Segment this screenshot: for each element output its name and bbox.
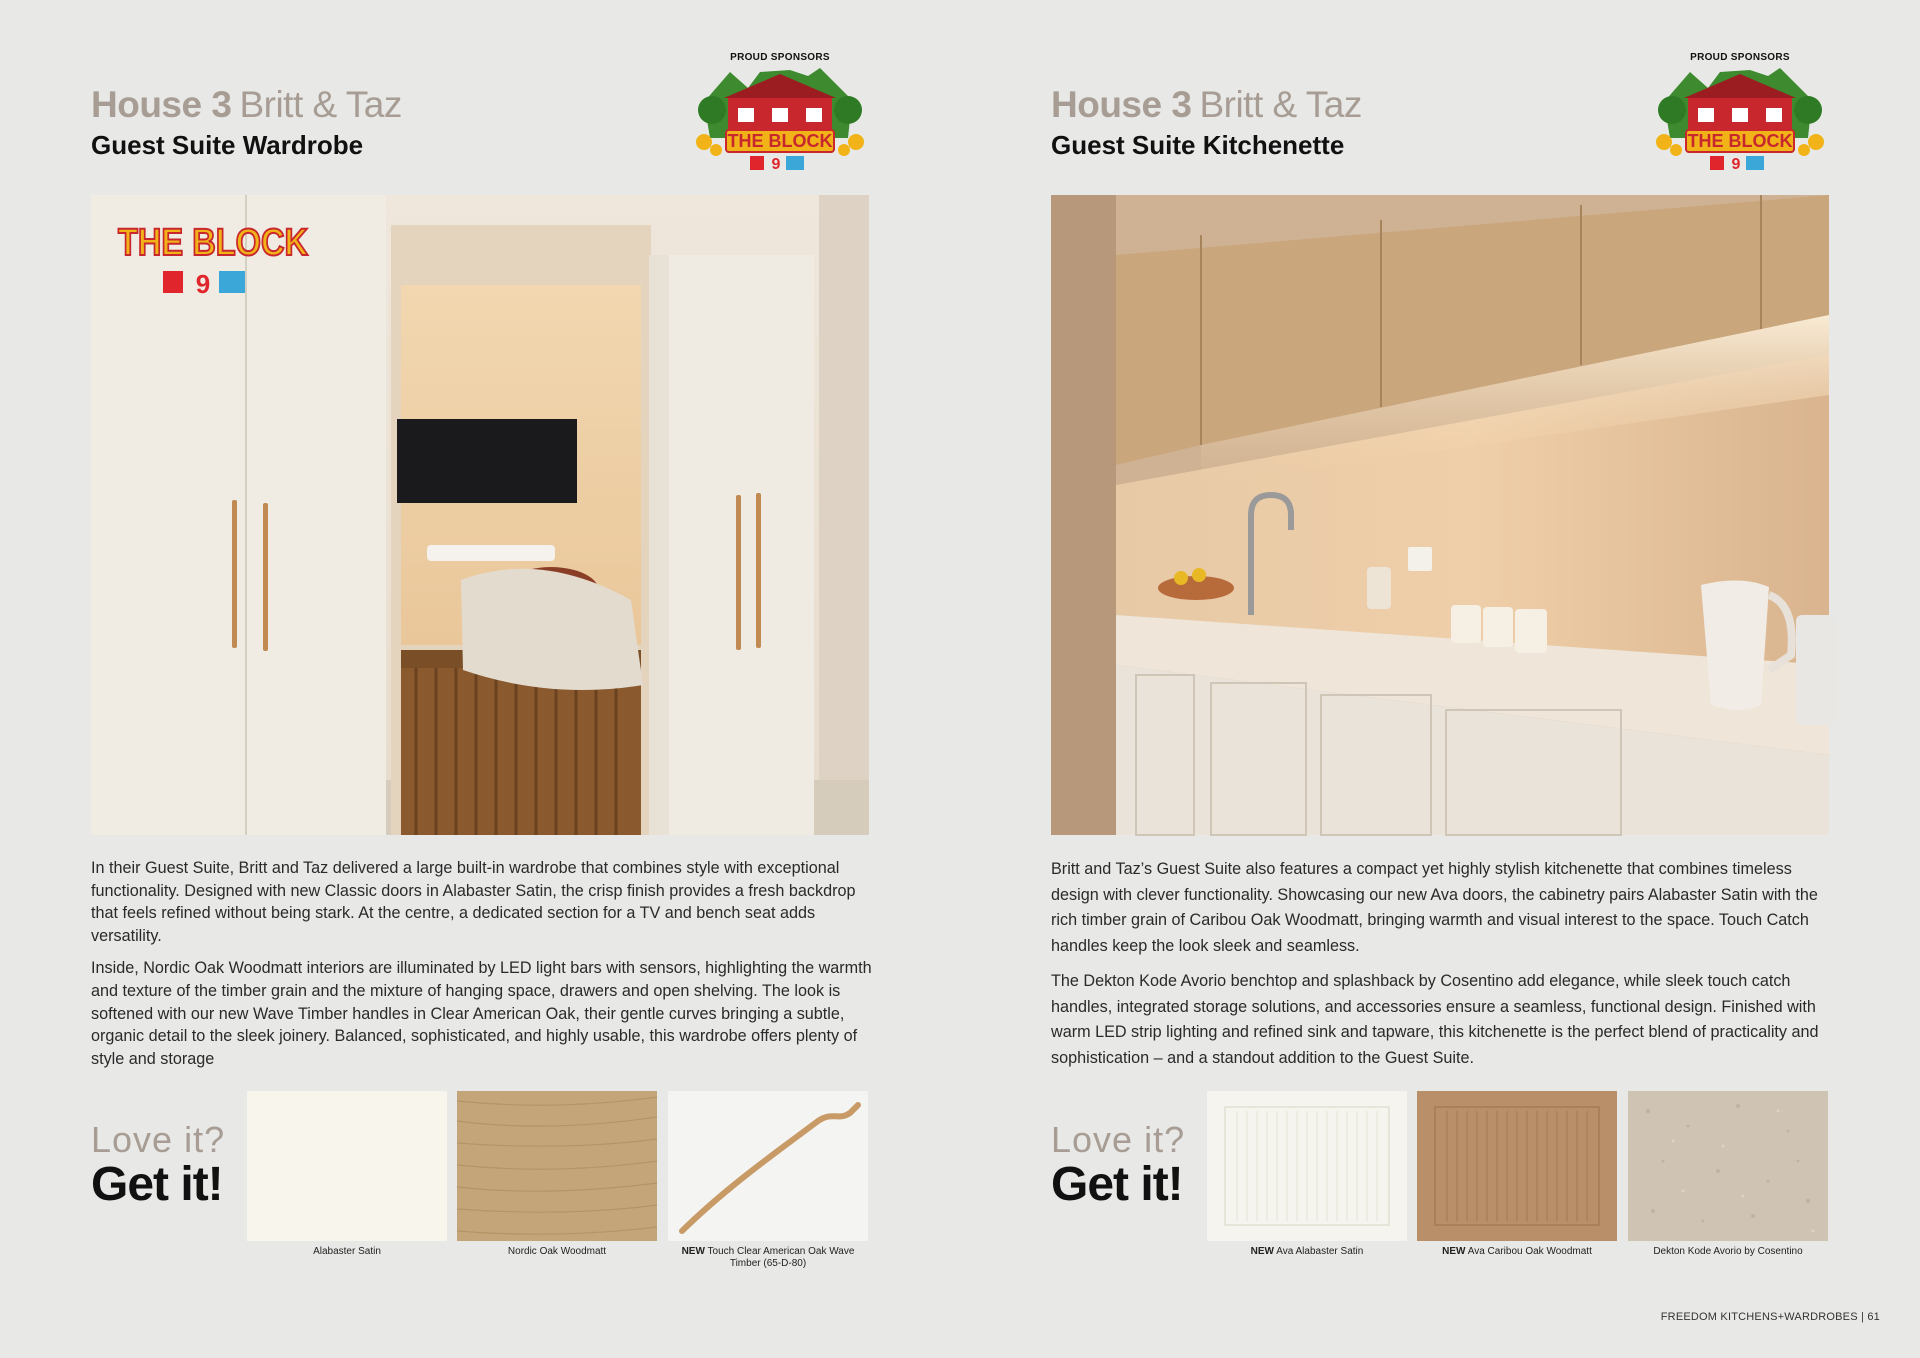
swatch-alabaster-satin[interactable] [247, 1091, 447, 1258]
love-it-text: Love it? [1051, 1119, 1186, 1160]
paragraph: In their Guest Suite, Britt and Taz delivered a large built-in wardrobe that combines style with exceptional functionality. Designed with new Classic doors in Alabaster Satin, the crisp finish provides a fresh backdrop that feels refined without being stark. At the centre, a dedicated section for a TV and bench seat adds versatility. [91, 859, 856, 945]
page-subtitle: Guest Suite Wardrobe [91, 130, 364, 160]
the-block-house-logo [690, 50, 870, 175]
svg-text:9: 9 [771, 156, 781, 173]
the-block-logo [113, 213, 313, 303]
paragraph: Britt and Taz’s Guest Suite also features a compact yet highly stylish kitchenette that combines timeless design with clever functionality. Showcasing our new Ava doors, the cabinetry pairs Alabaster Satin with the rich timber grain of Caribou Oak Woodmatt, bringing warmth and visual interest to the space. Touch Catch handles keep the look sleek and seamless. [1051, 860, 1818, 955]
love-it-get-it [91, 1120, 225, 1210]
svg-text:THE BLOCK: THE BLOCK [118, 222, 309, 264]
svg-text:9: 9 [1731, 156, 1741, 173]
article-body [1051, 857, 1841, 1071]
swatch-chip [1417, 1091, 1617, 1241]
sponsor-label: PROUD SPONSORS [730, 52, 830, 63]
paragraph: Inside, Nordic Oak Woodmatt interiors are illuminated by LED light bars with sensors, highlighting the warmth and texture of the timber grain and the mixture of hanging space, drawers and open shelving. The look is softened with our new Wave Timber handles in Clear American Oak, their gentle curves bringing a subtle, organic detail to the sleek joinery. Balanced, sophisticated, and highly usable, this wardrobe offers plenty of style and storage [91, 959, 872, 1068]
page-header [1051, 82, 1362, 161]
house-label: House 3 [91, 84, 232, 125]
swatch-caption: NEW Ava Alabaster Satin [1250, 1246, 1364, 1257]
swatch-wave-handle[interactable] [668, 1091, 868, 1270]
wardrobe-photo [91, 195, 869, 835]
house-title [1051, 82, 1362, 128]
owner-names: Britt & Taz [239, 84, 402, 125]
swatch-caption: Nordic Oak Woodmatt [507, 1246, 607, 1257]
swatch-chip [247, 1091, 447, 1241]
article-body [91, 857, 881, 1070]
footer-separator: | [1861, 1311, 1865, 1323]
sponsor-logo [690, 50, 870, 175]
kitchenette-photo [1051, 195, 1829, 835]
sponsor-label: PROUD SPONSORS [1690, 52, 1790, 63]
sponsor-logo [1650, 50, 1830, 175]
swatch-caption: Alabaster Satin [313, 1246, 381, 1257]
svg-text:9: 9 [195, 269, 211, 299]
svg-text:THE BLOCK: THE BLOCK [727, 131, 833, 151]
page-subtitle: Guest Suite Kitchenette [1051, 130, 1345, 160]
swatch-chip [1207, 1091, 1407, 1241]
page-header [91, 82, 402, 161]
swatch-nordic-oak[interactable] [457, 1091, 657, 1258]
house-label: House 3 [1051, 84, 1192, 125]
page-footer [1661, 1311, 1880, 1323]
get-it-text: Get it! [91, 1158, 223, 1211]
paragraph: The Dekton Kode Avorio benchtop and splashback by Cosentino add elegance, while sleek touch catch handles, integrated storage solutions, and accessories ensure a seamless, functional design. Finished with warm LED strip lighting and refined sink and tapware, this kitchenette is the perfect blend of practicality and sophistication – and a standout addition to the Guest Suite. [1051, 972, 1819, 1067]
page-number: 61 [1867, 1311, 1880, 1323]
get-it-text: Get it! [1051, 1158, 1183, 1211]
swatch-dekton-kode-avorio[interactable] [1628, 1091, 1828, 1258]
swatch-chip [668, 1091, 868, 1241]
love-it-text: Love it? [91, 1119, 226, 1160]
house-title [91, 82, 402, 128]
swatch-caption: Dekton Kode Avorio by Cosentino [1653, 1246, 1803, 1257]
swatch-chip [1628, 1091, 1828, 1241]
swatch-ava-alabaster[interactable] [1207, 1091, 1407, 1258]
owner-names: Britt & Taz [1199, 84, 1362, 125]
swatch-ava-caribou-oak[interactable] [1417, 1091, 1617, 1258]
swatch-caption: NEW Touch Clear American Oak Wave Timber (65-D-80) [681, 1246, 855, 1269]
the-block-house-logo [1650, 50, 1830, 175]
swatch-caption: NEW Ava Caribou Oak Woodmatt [1442, 1246, 1592, 1257]
footer-brand: FREEDOM KITCHENS+WARDROBES [1660, 1311, 1858, 1323]
right-page [960, 0, 1920, 1358]
love-it-get-it [1051, 1120, 1185, 1210]
svg-text:THE BLOCK: THE BLOCK [1687, 131, 1793, 151]
swatch-chip [457, 1091, 657, 1241]
